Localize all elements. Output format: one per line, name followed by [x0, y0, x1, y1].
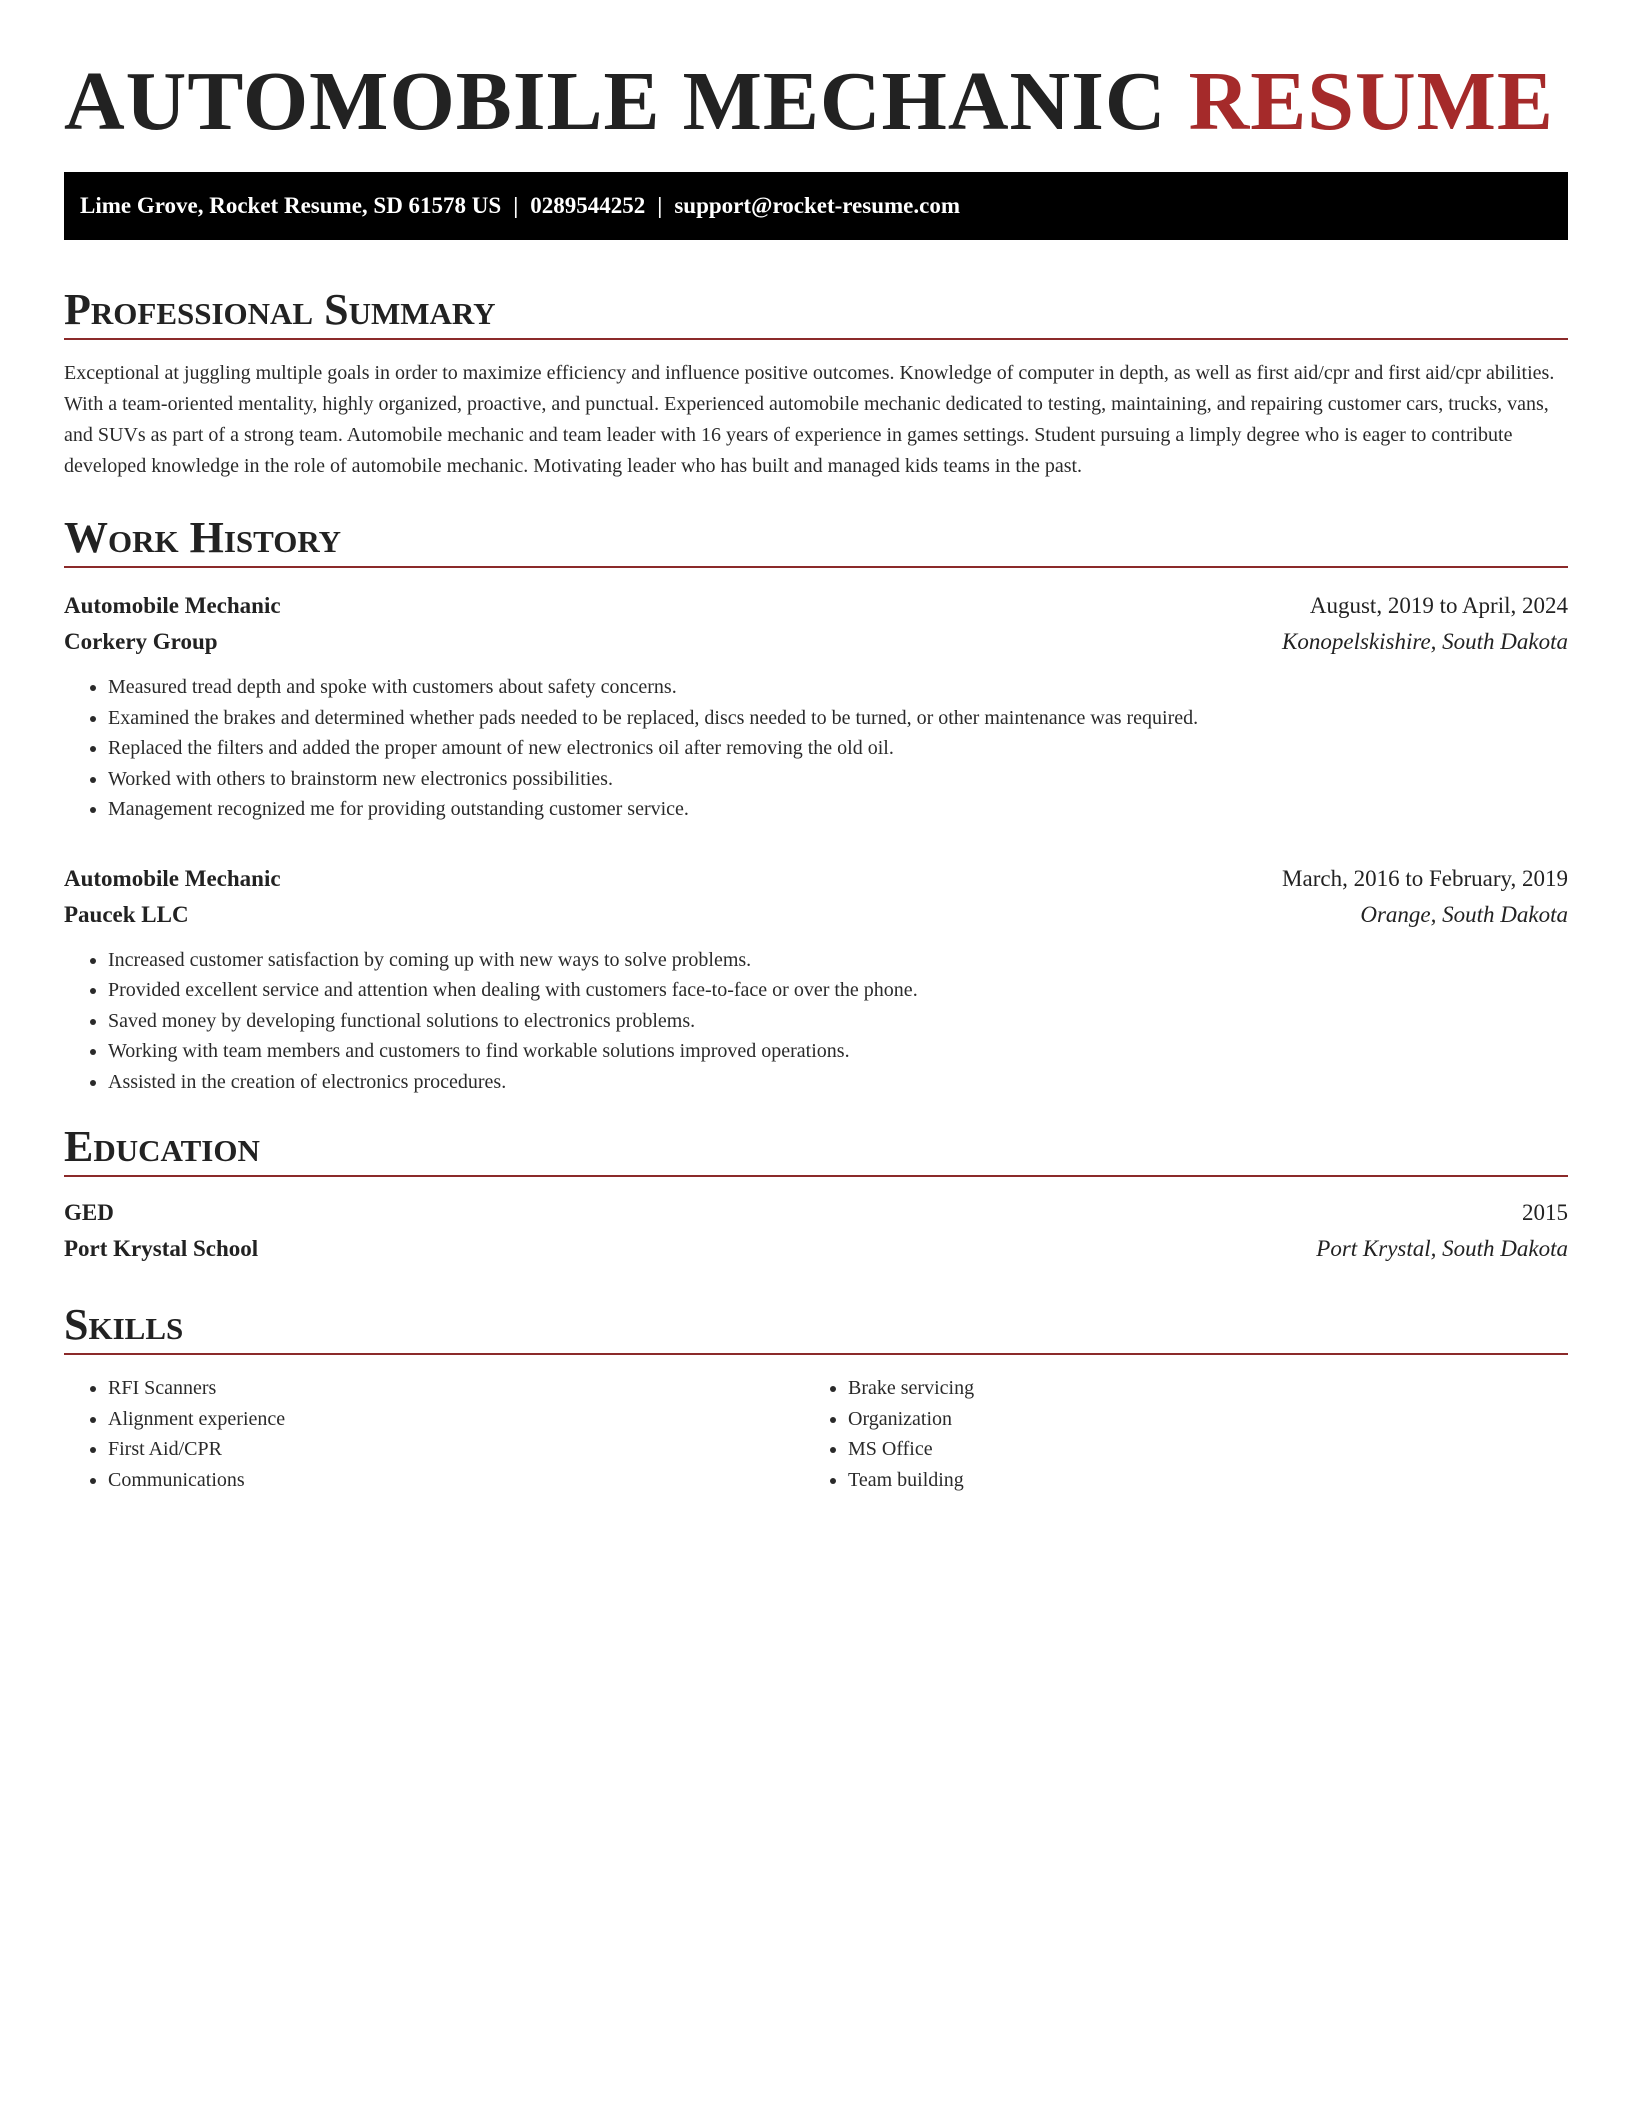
section-divider — [64, 1175, 1568, 1177]
contact-address: Lime Grove, Rocket Resume, SD 61578 US — [80, 193, 502, 218]
skill-item: • Team building — [848, 1465, 1544, 1496]
education-heading: Education — [64, 1122, 260, 1171]
job-entry — [64, 588, 1568, 825]
skill-item: • MS Office — [848, 1434, 1544, 1465]
job-bullet: • Provided excellent service and attention when dealing with customers face-to-face or over the phone. — [108, 975, 1568, 1006]
job-bullets — [64, 672, 1568, 825]
education-school: Port Krystal School — [64, 1236, 259, 1261]
skill-item: • Alignment experience — [108, 1404, 804, 1435]
job-bullet: • Worked with others to brainstorm new electronics possibilities. — [108, 764, 1568, 795]
work-history-heading: Work History — [64, 513, 342, 562]
resume-page — [64, 0, 1568, 1495]
skill-item: • RFI Scanners — [108, 1373, 804, 1404]
job-company-row — [64, 897, 1568, 933]
summary-text: Exceptional at juggling multiple goals in order to maximize efficiency and influence positive outcomes. Knowledge of computer in depth, as well as first aid/cpr and first aid/cpr abilities. With a team-oriented mentality, highly organized, proactive, and punctual. Experienced automobile mechanic dedicated to testing, maintaining, and repairing customer cars, trucks, vans, and SUVs as part of a strong team. Automobile mechanic and team leader with 16 years of experience in games settings. Student pursuing a limply degree who is eager to contribute developed knowledge in the role of automobile mechanic. Motivating leader who has built and managed kids teams in the past. — [64, 362, 1555, 477]
job-bullet: • Increased customer satisfaction by coming up with new ways to solve problems. — [108, 945, 1568, 976]
education-entry — [64, 1195, 1568, 1267]
job-title-row — [64, 588, 1568, 624]
job-entry — [64, 861, 1568, 1098]
contact-email: support@rocket-resume.com — [674, 193, 960, 218]
summary-heading: Professional Summary — [64, 285, 496, 334]
contact-phone: 0289544252 — [530, 193, 646, 218]
job-title: Automobile Mechanic — [64, 593, 281, 618]
skills-column-left — [64, 1373, 804, 1495]
contact-separator: | — [513, 193, 519, 218]
skills-heading: Skills — [64, 1300, 184, 1349]
job-bullet: • Assisted in the creation of electronics procedures. — [108, 1067, 1568, 1098]
job-bullet: • Measured tread depth and spoke with customers about safety concerns. — [108, 672, 1568, 703]
job-company: Corkery Group — [64, 629, 218, 654]
job-location: Orange, South Dakota — [1360, 901, 1568, 927]
skills-column-right — [804, 1373, 1544, 1495]
education-year: 2015 — [1522, 1200, 1568, 1225]
contact-separator: | — [657, 193, 663, 218]
job-dates: August, 2019 to April, 2024 — [1309, 593, 1568, 618]
job-company: Paucek LLC — [64, 901, 189, 927]
job-bullets — [64, 945, 1568, 1098]
skill-item: • Communications — [108, 1465, 804, 1496]
job-title-row — [64, 861, 1568, 897]
skill-item: • Organization — [848, 1404, 1544, 1435]
education-degree-row — [64, 1195, 1568, 1231]
job-dates: March, 2016 to February, 2019 — [1282, 865, 1568, 891]
resume-title-accent: RESUME — [1188, 55, 1554, 148]
job-title: Automobile Mechanic — [64, 865, 281, 891]
section-divider — [64, 1353, 1568, 1355]
education-school-row — [64, 1231, 1568, 1267]
section-divider — [64, 338, 1568, 340]
skills-grid — [64, 1373, 1568, 1495]
education-location: Port Krystal, South Dakota — [1316, 1236, 1568, 1261]
resume-title — [64, 0, 1568, 154]
job-company-row — [64, 624, 1568, 660]
contact-bar — [64, 172, 1568, 240]
skill-item: • Brake servicing — [848, 1373, 1544, 1404]
job-bullet: • Management recognized me for providing outstanding customer service. — [108, 794, 1568, 825]
skill-item: • First Aid/CPR — [108, 1434, 804, 1465]
job-location: Konopelskishire, South Dakota — [1282, 629, 1568, 654]
job-bullet: • Saved money by developing functional solutions to electronics problems. — [108, 1006, 1568, 1037]
job-bullet: • Working with team members and customers to find workable solutions improved operations. — [108, 1036, 1568, 1067]
resume-title-main: AUTOMOBILE MECHANIC — [64, 55, 1167, 148]
section-divider — [64, 566, 1568, 568]
job-bullet: • Replaced the filters and added the proper amount of new electronics oil after removing the old oil. — [108, 733, 1568, 764]
education-degree: GED — [64, 1200, 114, 1225]
job-bullet: • Examined the brakes and determined whether pads needed to be replaced, discs needed to be turned, or other maintenance was required. — [108, 703, 1568, 734]
